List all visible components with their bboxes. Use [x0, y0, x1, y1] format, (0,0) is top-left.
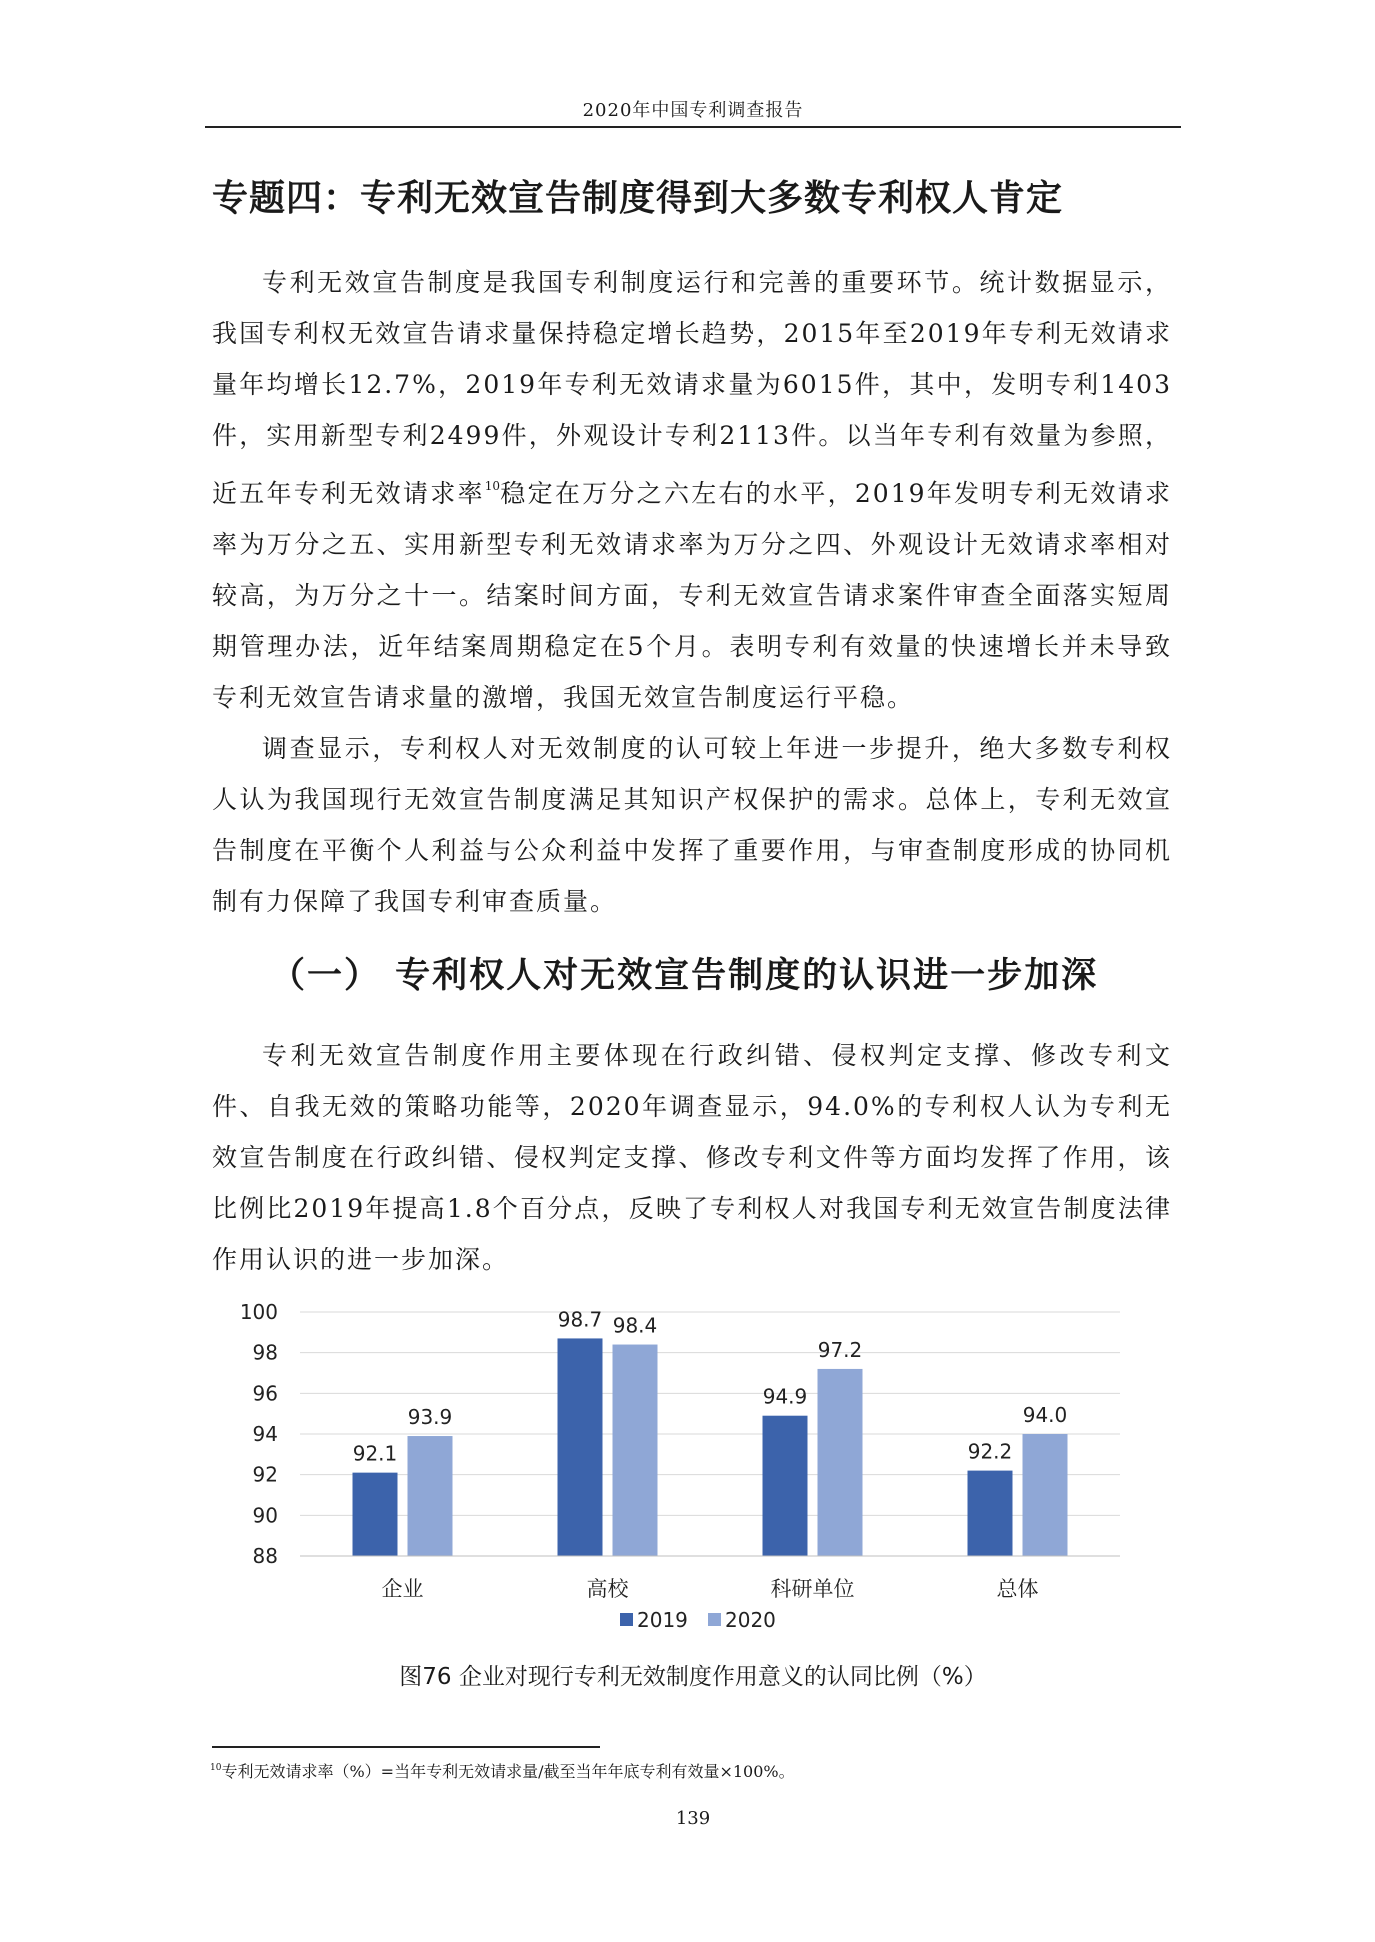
data-label: 98.4	[612, 1313, 658, 1338]
bar-2020	[613, 1345, 658, 1556]
intro-paragraph-2: 调查显示，专利权人对无效制度的认可较上年进一步提升，绝大多数专利权人认为我国现行无效宣告制度满足其知识产权保护的需求。总体上，专利无效宣告制度在平衡个人利益与公众利益中发挥了重要作用，与审查制度形成的协同机制有力保障了我国专利审查质量。	[212, 734, 1172, 916]
intro-section	[212, 257, 1172, 927]
data-label: 98.7	[557, 1307, 603, 1332]
y-tick-label: 92	[252, 1462, 278, 1487]
x-category-label: 高校	[586, 1577, 629, 1601]
data-label: 92.1	[352, 1441, 398, 1466]
y-tick-label: 90	[252, 1503, 278, 1528]
header-divider	[205, 126, 1181, 128]
x-category-label: 总体	[996, 1577, 1039, 1601]
chart-caption: 图76 企业对现行专利无效制度作用意义的认同比例（%）	[399, 1664, 987, 1690]
section-body	[212, 1030, 1172, 1285]
x-category-label: 科研单位	[770, 1577, 855, 1601]
bar-2019	[968, 1471, 1013, 1556]
bar-2019	[558, 1338, 603, 1556]
data-label: 94.9	[762, 1384, 808, 1409]
bar-2020	[408, 1436, 453, 1556]
intro-paragraph-1-continued: 稳定在万分之六左右的水平，2019年发明专利无效请求率为万分之五、实用新型专利无效请求率为万分之四、外观设计无效请求率相对较高，为万分之十一。结案时间方面，专利无效宣告请求案件审查全面落实短周期管理办法，近年结案周期稳定在5个月。表明专利有效量的快速增长并未导致专利无效宣告请求量的激增，我国无效宣告制度运行平稳。	[212, 479, 1172, 712]
running-header: 2020年中国专利调查报告	[582, 100, 804, 121]
topic-title: 专题四：专利无效宣告制度得到大多数专利权人肯定	[212, 178, 1064, 219]
bar-2019	[763, 1416, 808, 1556]
footnote-divider	[212, 1746, 600, 1748]
footnote-mark: 10	[210, 1763, 222, 1773]
bar-2020	[818, 1369, 863, 1556]
bar-chart	[200, 1278, 1160, 1640]
y-tick-label: 88	[252, 1544, 278, 1568]
footnote-text: 专利无效请求率（%）=当年专利无效请求量/截至当年年底专利有效量×100%。	[221, 1762, 795, 1781]
data-label: 97.2	[817, 1337, 863, 1362]
intro-paragraph-1	[212, 257, 1172, 723]
section-paragraph-1: 专利无效宣告制度作用主要体现在行政纠错、侵权判定支撑、修改专利文件、自我无效的策略功能等，2020年调查显示，94.0%的专利权人认为专利无效宣告制度在行政纠错、侵权判定支撑、修改专利文件等方面均发挥了作用，该比例比2019年提高1.8个百分点，反映了专利权人对我国专利无效宣告制度法律作用认识的进一步加深。	[212, 1041, 1172, 1274]
legend-label: 2020	[725, 1608, 776, 1632]
y-tick-label: 98	[252, 1340, 278, 1365]
data-label: 94.0	[1022, 1403, 1068, 1427]
legend-label: 2019	[637, 1608, 688, 1632]
data-label: 92.2	[967, 1439, 1013, 1464]
y-tick-label: 94	[252, 1422, 278, 1446]
legend-swatch-2019	[620, 1613, 633, 1626]
bar-2019	[353, 1473, 398, 1556]
page-number: 139	[675, 1808, 711, 1829]
data-label: 93.9	[407, 1405, 453, 1430]
y-tick-label: 100	[239, 1300, 278, 1324]
y-tick-label: 96	[252, 1381, 278, 1406]
footnote	[210, 1759, 795, 1782]
legend-swatch-2020	[708, 1613, 721, 1626]
bar-2020	[1023, 1434, 1068, 1556]
section-heading: （一） 专利权人对无效宣告制度的认识进一步加深	[270, 956, 1099, 996]
footnote-reference[interactable]: 10	[484, 479, 501, 493]
intro-paragraph-1-text: 专利无效宣告制度是我国专利制度运行和完善的重要环节。统计数据显示，我国专利权无效宣告请求量保持稳定增长趋势，2015年至2019年专利无效请求量年均增长12.7%，2019年专利无效请求量为6015件，其中，发明专利1403件，实用新型专利2499件，外观设计专利2113件。以当年专利有效量为参照，近五年专利无效请求率	[212, 268, 1172, 508]
x-category-label: 企业	[381, 1577, 424, 1601]
